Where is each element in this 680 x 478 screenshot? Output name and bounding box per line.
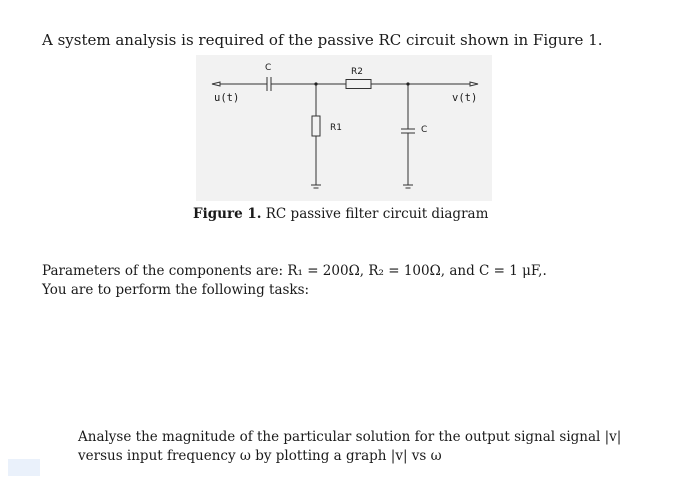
task-line-2: versus input frequency ω by plotting a graph |v| vs ω [78,448,442,464]
caption-text: RC passive filter circuit diagram [265,206,489,222]
corner-highlight [8,459,40,476]
figure-caption [193,206,488,222]
circuit-diagram [196,55,492,201]
output-arrow-icon [470,82,478,86]
task-block [78,428,621,466]
parameters-line: Parameters of the components are: R₁ = 200Ω, R₂ = 100Ω, and C = 1 μF,. [42,263,547,279]
output-label: v(t) [452,92,478,104]
cap-shunt-label: C [421,125,428,135]
r1-resistor [312,116,320,136]
input-label: u(t) [214,92,240,104]
tasks-intro-line: You are to perform the following tasks: [42,282,310,298]
r1-label: R1 [330,123,342,133]
parameters-block [42,262,547,300]
junction-dot [406,82,409,85]
r2-resistor [346,80,371,89]
input-arrow-icon [212,82,220,86]
cap-series-label: C [265,63,272,73]
circuit-figure [196,55,492,201]
caption-label: Figure 1. [193,206,262,222]
intro-text: A system analysis is required of the passive RC circuit shown in Figure 1. [42,31,603,49]
task-line-1: Analyse the magnitude of the particular solution for the output signal signal |v| [78,429,622,445]
r2-label: R2 [351,67,363,77]
junction-dot [314,82,317,85]
